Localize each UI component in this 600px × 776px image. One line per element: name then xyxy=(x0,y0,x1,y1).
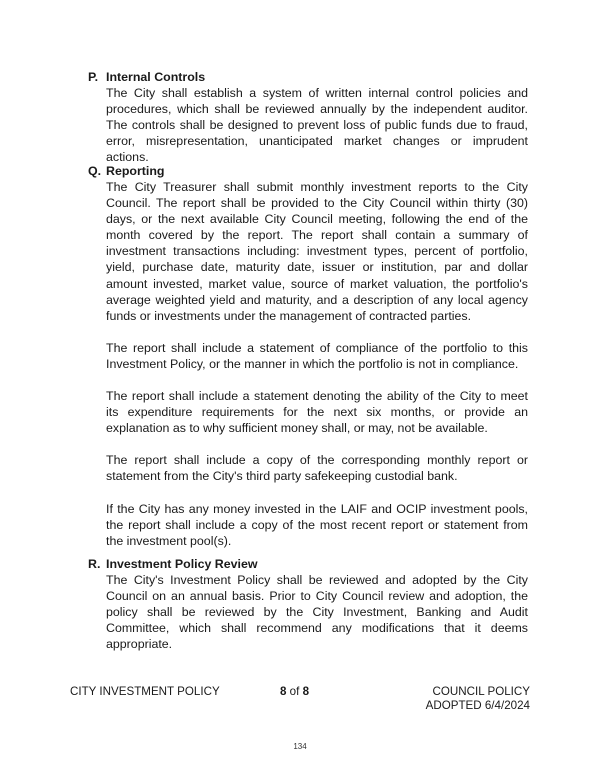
section-body xyxy=(106,572,528,652)
footer-page-current: 8 xyxy=(280,685,287,698)
section-letter: P. xyxy=(88,70,99,84)
section-letter: Q. xyxy=(88,164,102,178)
paragraph: The report shall include a copy of the corresponding monthly report or statement from the City's third party safekeeping custodial bank. xyxy=(106,453,528,484)
section-letter: R. xyxy=(88,557,101,571)
paragraph: If the City has any money invested in the LAIF and OCIP investment pools, the report shall include a copy of the most recent report or statement from the investment pool(s). xyxy=(106,501,528,548)
section-title: Reporting xyxy=(106,164,165,178)
footer-document-title: CITY INVESTMENT POLICY xyxy=(70,685,220,698)
footer-adopted-date: ADOPTED 6/4/2024 xyxy=(425,699,530,712)
section-body xyxy=(106,179,528,549)
page-number: 134 xyxy=(293,742,307,751)
footer-page-indicator xyxy=(280,685,309,698)
paragraph: The City shall establish a system of written internal control policies and procedures, which shall be reviewed annually by the independent auditor. The controls shall be designed to prevent loss of public funds due to fraud, error, misrepresentation, unanticipated market changes or imprudent actions. xyxy=(106,86,528,165)
section-title: Internal Controls xyxy=(106,70,206,84)
section-heading xyxy=(88,163,528,179)
footer-page-total: 8 xyxy=(302,685,310,698)
section-heading xyxy=(88,69,528,85)
footer-policy-type: COUNCIL POLICY xyxy=(432,685,530,698)
paragraph: The report shall include a statement denoting the ability of the City to meet its expenditure requirements for the next six months, or provide an explanation as to why sufficient money shall, or may, not be available. xyxy=(106,389,528,436)
paragraph: The City's Investment Policy shall be reviewed and adopted by the City Council on an annual basis. Prior to City Council review and adoption, the policy shall be reviewed by the City Investment, Banking and Audit Committee, which shall recommend any modifications that it deems appropriate. xyxy=(106,573,528,652)
section-internal-controls xyxy=(88,69,528,165)
paragraph: The report shall include a statement of compliance of the portfolio to this Investment Policy, or the manner in which the portfolio is not in compliance. xyxy=(106,340,528,371)
section-heading xyxy=(88,556,528,572)
footer-policy-info xyxy=(426,685,530,713)
section-investment-policy-review xyxy=(88,556,528,652)
paragraph: The City Treasurer shall submit monthly investment reports to the City Council. The report shall be provided to the City Council within thirty (30) days, or the next available City Council meeting, following the end of the month covered by the report. The report shall contain a summary of investment transactions including: investment types, percent of portfolio, yield, purchase date, maturity date, issuer or institution, par and dollar amount invested, market value, source of market valuation, the portfolio's average weighted yield and maturity, and a description of any local agency funds or investments under the management of contracted parties. xyxy=(106,180,528,323)
section-body xyxy=(106,85,528,165)
section-reporting xyxy=(88,163,528,549)
footer-page-of: of xyxy=(286,685,303,698)
section-title: Investment Policy Review xyxy=(106,557,258,571)
